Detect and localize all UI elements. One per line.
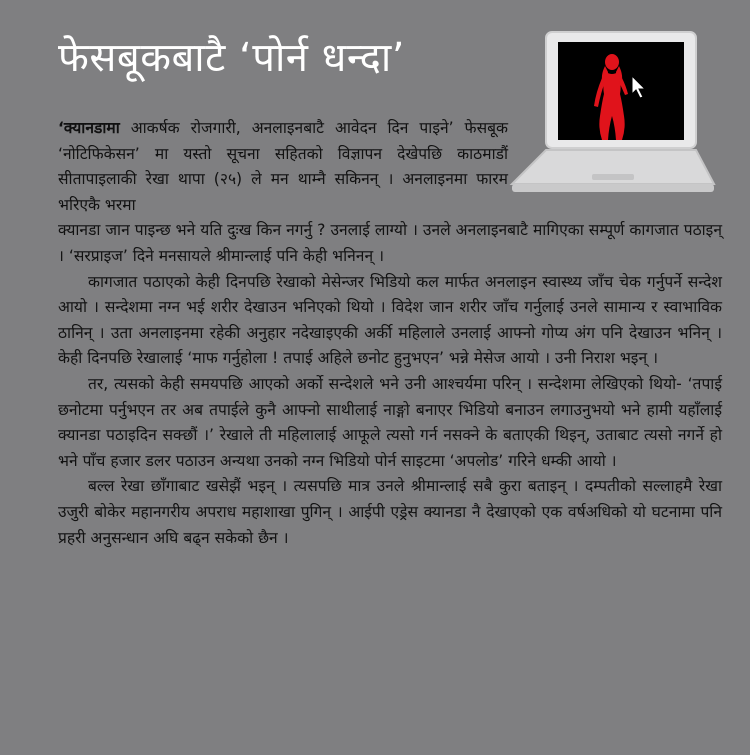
article-body [58,116,722,551]
paragraph-1-top [58,116,508,218]
paragraph-1-rest: क्यानडा जान पाइन्छ भने यति दुःख किन नगर्नु ? उनलाई लाग्यो । उनले अनलाइनबाटै मागिएका सम्पूर्ण कागजात पठाइन् । ‘सरप्राइज’ दिने मनसायले श्रीमान्लाई पनि केही भनिनन् । [58,221,722,265]
paragraph-1-top-text: आकर्षक रोजगारी, अनलाइनबाटै आवेदन दिन पाइने’ फेसबूक ‘नोटिफिकेसन’ मा यस्तो सूचना सहितको विज्ञापन देखेपछि काठमाडौं सीतापाइलाकी रेखा थापा (२५) ले मन थाम्नै सकिनन् । अनलाइनमा फारम भरिएकै भरमा [58,119,508,214]
lead-word: ‘क्यानडामा [58,119,120,137]
paragraph-2: कागजात पठाएको केही दिनपछि रेखाको मेसेन्जर भिडियो कल मार्फत अनलाइन स्वास्थ्य जाँच चेक गर्नुपर्ने सन्देश आयो । सन्देशमा नग्न भई शरीर देखाउन भनिएको थियो । विदेश जान शरीर जाँच गर्नुलाई उनले सामान्य र स्वाभाविक ठानिन् । उता अनलाइनमा रहेकी अनुहार नदेखाइएकी अर्की महिलाले उनलाई आफ्नो गोप्य अंग पनि देखाउन भनिन् । केही दिनपछि रेखालाई ‘माफ गर्नुहोला ! तपाई अहिले छनोट हुनुभएन’ भन्ने मेसेज आयो । उनी निराश भइन् । [58,272,722,368]
paragraph-4: बल्ल रेखा छाँगाबाट खसेझैं भइन् । त्यसपछि मात्र उनले श्रीमान्लाई सबै कुरा बताइन् । दम्पतीको सल्लाहमै रेखा उजुरी बोकेर महानगरीय अपराध महाशाखा पुगिन् । आईपी एड्रेस क्यानडा नै देखाएको एक वर्षअधिको यो घटनामा पनि प्रहरी अनुसन्धान अघि बढ्न सकेको छैन । [58,477,722,547]
paragraph-3: तर, त्यसको केही समयपछि आएको अर्को सन्देशले भने उनी आश्चर्यमा परिन् । सन्देशमा लेखिएको थियो- ‘तपाई छनोटमा पर्नुभएन तर अब तपाईले कुनै आफ्नो साथीलाई नाङ्गो बनाएर भिडियो बनाउन लगाउनुभयो भने हामी यहाँलाई क्यानडा पठाइदिन सक्छौं ।’ रेखाले ती महिलालाई आफूले त्यसो गर्न नसक्ने के बताएकी थिइन्, उताबाट त्यसो नगर्ने हो भने पाँच हजार डलर पठाउन अन्यथा उनको नग्न भिडियो पोर्न साइटमा ‘अपलोड’ गरिने धम्की आयो । [58,374,722,470]
article-title: फेसबूकबाटै ‘पोर्न धन्दा’ [58,35,405,81]
